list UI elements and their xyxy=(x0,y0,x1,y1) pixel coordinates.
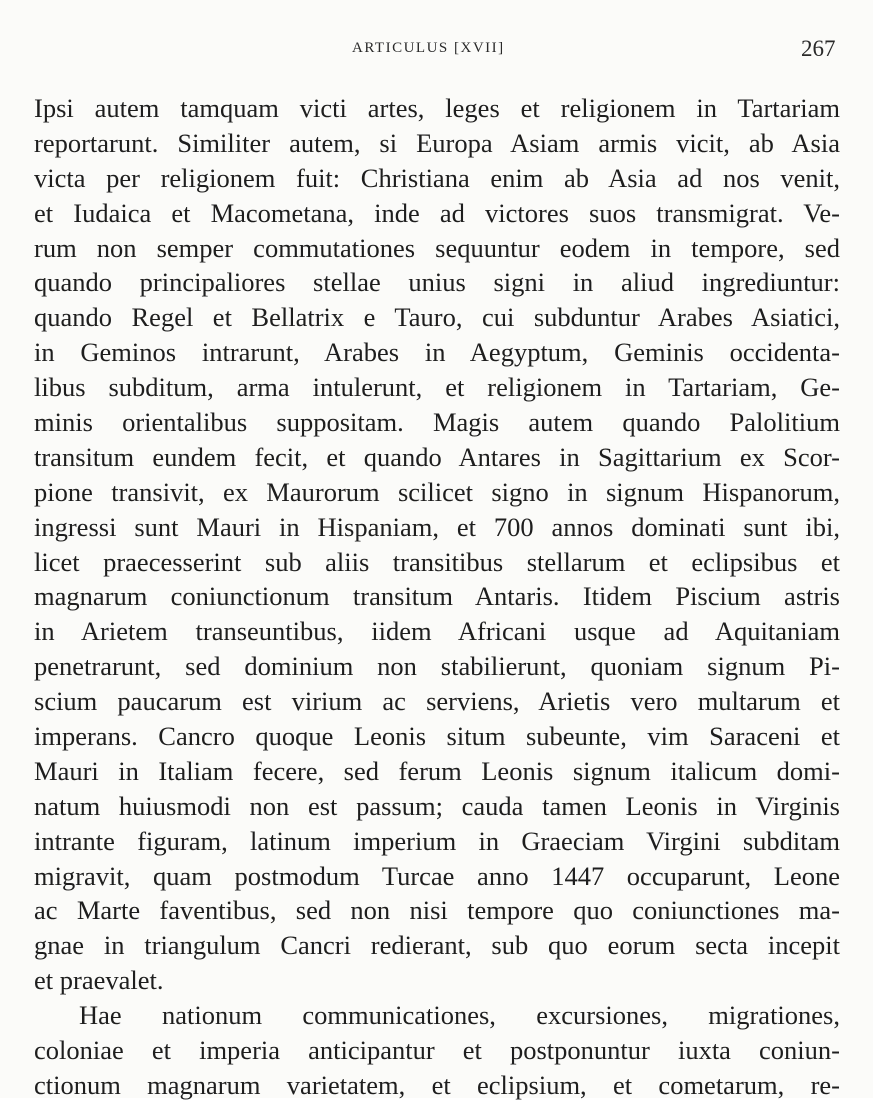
running-head: ARTICULUS [XVII] xyxy=(352,40,505,56)
text-line: reportarunt. Similiter autem, si Europa Asiam armis vicit, ab Asia xyxy=(34,127,840,158)
text-line: Mauri in Italiam fecere, sed ferum Leonis signum italicum domi- xyxy=(34,755,840,786)
text-line: victa per religionem fuit: Christiana enim ab Asia ad nos venit, xyxy=(34,162,840,193)
paragraph-last-line: et praevalet. xyxy=(34,965,164,996)
text-line: natum huiusmodi non est passum; cauda tamen Leonis in Virginis xyxy=(34,790,840,821)
text-line: Ipsi autem tamquam victi artes, leges et religionem in Tartariam xyxy=(34,93,840,123)
text-line: gnae in triangulum Cancri redierant, sub quo eorum secta incepit xyxy=(34,930,840,961)
paragraph-first-line: Hae nationum communicationes, excursiones, migrationes, xyxy=(79,1000,840,1031)
text-line: migravit, quam postmodum Turcae anno 1447 occuparunt, Leone xyxy=(34,860,840,891)
text-line: rum non semper commutationes sequuntur eodem in tempore, sed xyxy=(34,232,840,263)
text-line: ctionum magnarum varietatem, et eclipsium, et cometarum, re- xyxy=(34,1069,840,1100)
text-line: in Geminos intrarunt, Arabes in Aegyptum, Geminis occidenta- xyxy=(34,337,840,368)
text-line: quando Regel et Bellatrix e Tauro, cui subduntur Arabes Asiatici, xyxy=(34,302,840,333)
page-number: 267 xyxy=(801,36,836,61)
text-line: licet praecesserint sub aliis transitibus stellarum et eclipsibus et xyxy=(34,546,840,577)
text-line: intrante figuram, latinum imperium in Graeciam Virgini subditam xyxy=(34,825,840,856)
text-line: libus subditum, arma intulerunt, et religionem in Tartariam, Ge- xyxy=(34,372,840,403)
text-line: coloniae et imperia anticipantur et postponuntur iuxta coniun- xyxy=(34,1035,840,1066)
text-line: et Iudaica et Macometana, inde ad victores suos transmigrat. Ve- xyxy=(34,197,840,228)
text-line: imperans. Cancro quoque Leonis situm subeunte, vim Saraceni et xyxy=(34,721,840,752)
body-text xyxy=(34,91,840,1103)
text-line: scium paucarum est virium ac serviens, Arietis vero multarum et xyxy=(34,686,840,717)
text-line: ac Marte faventibus, sed non nisi tempore quo coniunctiones ma- xyxy=(34,895,840,926)
text-line: ingressi sunt Mauri in Hispaniam, et 700 annos dominati sunt ibi, xyxy=(34,511,840,542)
text-line: magnarum coniunctionum transitum Antaris. Itidem Piscium astris xyxy=(34,581,840,612)
text-line: quando principaliores stellae unius signi in aliud ingrediuntur: xyxy=(34,267,840,298)
text-line: pione transivit, ex Maurorum scilicet signo in signum Hispanorum, xyxy=(34,476,840,507)
text-line: in Arietem transeuntibus, iidem Africani usque ad Aquitaniam xyxy=(34,616,840,647)
text-line: minis orientalibus suppositam. Magis autem quando Palolitium xyxy=(34,407,840,438)
text-line: penetrarunt, sed dominium non stabilierunt, quoniam signum Pi- xyxy=(34,651,840,682)
text-line: transitum eundem fecit, et quando Antares in Sagittarium ex Scor- xyxy=(34,441,840,472)
